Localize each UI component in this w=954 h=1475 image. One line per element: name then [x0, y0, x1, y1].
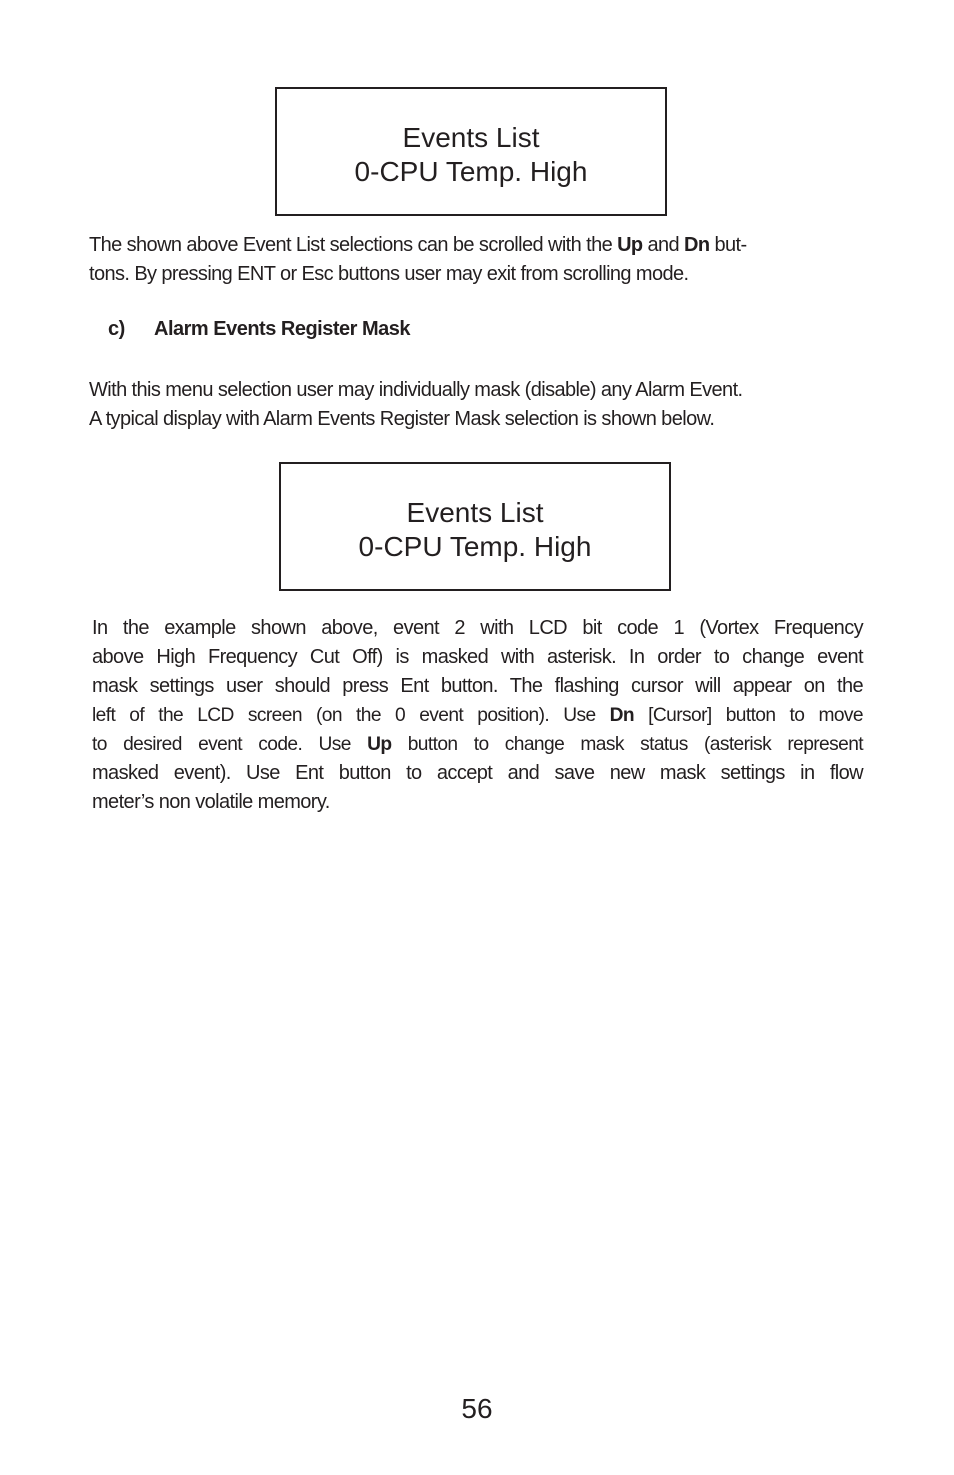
paragraph-3-line-3: mask settings user should press Ent button. The flashing cursor will appear on the — [92, 675, 863, 697]
lcd-display-1 — [275, 87, 667, 216]
paragraph-3-line-2: above High Frequency Cut Off) is masked with asterisk. In order to change event — [92, 646, 863, 668]
paragraph-mask-example — [92, 614, 863, 817]
paragraph-1-line-1 — [89, 231, 889, 260]
lcd-display-2-line-1: Events List — [406, 497, 544, 528]
section-title: Alarm Events Register Mask — [154, 318, 411, 340]
paragraph-3-line-1: In the example shown above, event 2 with LCD bit code 1 (Vortex Frequency — [92, 617, 863, 639]
paragraph-3-line-7: meter’s non volatile memory. — [92, 791, 330, 813]
up-button-name: Up — [617, 234, 643, 256]
section-heading — [108, 318, 410, 341]
paragraph-3-line-5-text-b: button to change mask status (asterisk represent — [391, 734, 863, 755]
paragraph-1-line-2: tons. By pressing ENT or Esc buttons user may exit from scrolling mode. — [89, 263, 689, 285]
paragraph-3-line-5-text-a: to desired event code. Use — [92, 734, 368, 755]
paragraph-1-text-c: but- — [709, 234, 747, 256]
paragraph-1-text-b: and — [642, 234, 685, 256]
up-button-name: Up — [367, 734, 392, 755]
paragraph-3-line-4-text-b: [Cursor] button to move — [634, 705, 863, 726]
paragraph-3-line-4 — [92, 701, 863, 730]
page-number: 56 — [461, 1393, 493, 1424]
lcd-display-1-line-2: 0-CPU Temp. High — [354, 156, 588, 187]
paragraph-1-text-a: The shown above Event List selections can be scrolled with the — [89, 234, 618, 256]
section-number: c) — [108, 318, 125, 340]
paragraph-mask-intro — [89, 376, 889, 434]
dn-button-name: Dn — [684, 234, 710, 256]
paragraph-3-line-4-text-a: left of the LCD screen (on the 0 event position). Use — [92, 705, 610, 726]
lcd-display-1-line-1: Events List — [402, 122, 540, 153]
paragraph-3-line-5 — [92, 730, 863, 759]
dn-button-name: Dn — [609, 705, 635, 726]
lcd-display-2 — [279, 462, 671, 591]
paragraph-2-line-2: A typical display with Alarm Events Register Mask selection is shown below. — [89, 408, 715, 430]
paragraph-2-line-1: With this menu selection user may individually mask (disable) any Alarm Event. — [89, 379, 743, 401]
paragraph-scrolling-instructions — [89, 231, 889, 289]
paragraph-3-line-6: masked event). Use Ent button to accept and save new mask settings in flow — [92, 762, 863, 784]
lcd-display-2-line-2: 0-CPU Temp. High — [358, 531, 592, 562]
